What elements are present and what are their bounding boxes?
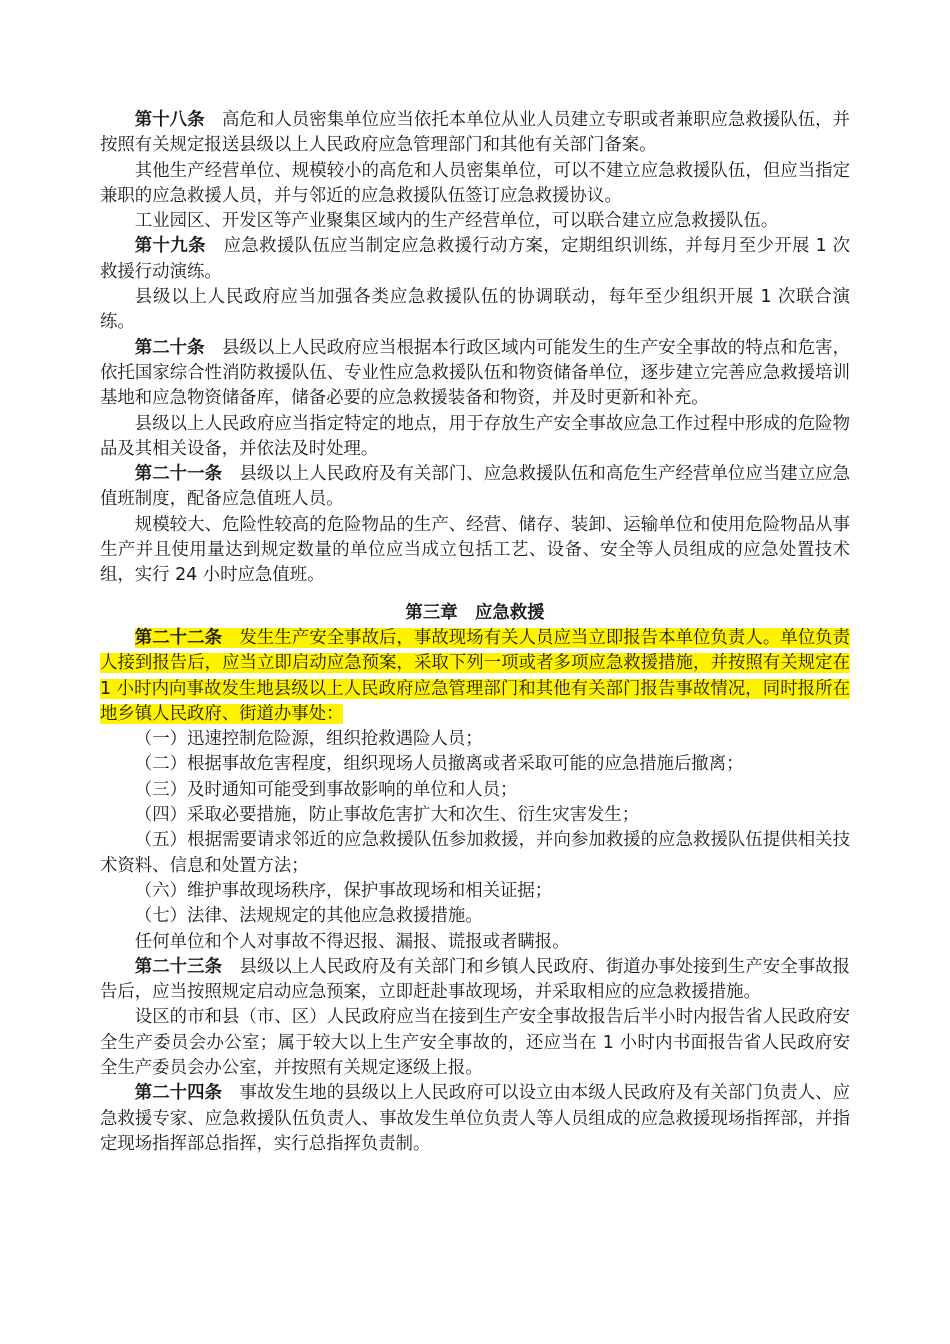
chapter-number: 第三章 bbox=[405, 602, 458, 623]
list-item: （六）维护事故现场秩序，保护事故现场和相关证据； bbox=[134, 880, 553, 901]
article-21-paragraph bbox=[100, 462, 850, 513]
article-24-paragraph bbox=[100, 1081, 850, 1157]
list-item: （七）法律、法规规定的其他应急救援措施。 bbox=[134, 906, 483, 927]
article-heading: 第十八条 bbox=[134, 110, 205, 130]
paragraph: 其他生产经营单位、规模较小的高危和人员密集单位，可以不建立应急救援队伍，但应当指定兼职的应急救援人员，并与邻近的应急救援队伍签订应急救援协议。 bbox=[100, 160, 850, 206]
document-page bbox=[100, 108, 850, 1157]
paragraph: 县级以上人民政府应当指定特定的地点，用于存放生产安全事故应急工作过程中形成的危险物品及其相关设备，并依法及时处理。 bbox=[100, 413, 850, 459]
paragraph: 设区的市和县（市、区）人民政府应当在接到生产安全事故报告后半小时内报告省人民政府安全生产委员会办公室；属于较大以上生产安全事故的，还应当在 1 小时内书面报告省人民政府安全生产委员会办公室，并按照有关规定逐级上报。 bbox=[100, 1007, 850, 1078]
article-heading: 第二十三条 bbox=[134, 956, 223, 977]
paragraph: 任何单位和个人对事故不得迟报、漏报、谎报或者瞒报。 bbox=[134, 931, 570, 952]
article-heading: 第二十四条 bbox=[134, 1083, 223, 1104]
article-text: 县级以上人民政府及有关部门和乡镇人民政府、街道办事处接到生产安全事故报告后，应当按照规定启动应急预案，立即赶赴事故现场，并采取相应的应急救援措施。 bbox=[100, 956, 850, 1003]
article-text: 应急救援队伍应当制定应急救援行动方案，定期组织训练，并每月至少开展 1 次救援行动演练。 bbox=[100, 236, 850, 282]
paragraph: 工业园区、开发区等产业聚集区域内的生产经营单位，可以联合建立应急救援队伍。 bbox=[134, 211, 779, 232]
highlighted-passage bbox=[100, 628, 850, 724]
article-heading: 第十九条 bbox=[134, 236, 206, 257]
chapter-title: 应急救援 bbox=[475, 602, 545, 623]
paragraph: 县级以上人民政府应当加强各类应急救援队伍的协调联动，每年至少组织开展 1 次联合演练。 bbox=[100, 287, 850, 333]
article-text: 县级以上人民政府及有关部门、应急救援队伍和高危生产经营单位应当建立应急值班制度，配备应急值班人员。 bbox=[100, 464, 850, 510]
chapter-heading bbox=[100, 601, 850, 626]
article-19-paragraph bbox=[100, 234, 850, 285]
article-text: 高危和人员密集单位应当依托本单位从业人员建立专职或者兼职应急救援队伍，并按照有关规定报送县级以上人民政府应急管理部门和其他有关部门备案。 bbox=[100, 110, 850, 156]
list-item: （二）根据事故危害程度，组织现场人员撤离或者采取可能的应急措施后撤离； bbox=[134, 754, 744, 775]
article-heading: 第二十条 bbox=[134, 337, 205, 358]
article-text: 县级以上人民政府应当根据本行政区域内可能发生的生产安全事故的特点和危害，依托国家综合性消防救援队伍、专业性应急救援队伍和物资储备单位，逐步建立完善应急救援培训基地和应急物资储备库，储备必要的应急救援装备和物资，并及时更新和补充。 bbox=[100, 337, 850, 409]
article-text: 发生生产安全事故后，事故现场有关人员应当立即报告本单位负责人。单位负责人接到报告后，应当立即启动应急预案，采取下列一项或者多项应急救援措施，并按照有关规定在 1 小时内向事故发生地县级以上人民政府应急管理部门和其他有关部门报告事故情况，同时报所在地乡镇人民政府、街道办事处： bbox=[100, 627, 850, 724]
list-item: （三）及时通知可能受到事故影响的单位和人员； bbox=[134, 779, 518, 800]
paragraph: 规模较大、危险性较高的危险物品的生产、经营、储存、装卸、运输单位和使用危险物品从事生产并且使用量达到规定数量的单位应当成立包括工艺、设备、安全等人员组成的应急处置技术组，实行 24 小时应急值班。 bbox=[100, 514, 850, 586]
article-heading: 第二十一条 bbox=[134, 464, 223, 485]
article-heading: 第二十二条 bbox=[134, 627, 223, 648]
article-18-paragraph bbox=[100, 108, 850, 159]
article-text: 事故发生地的县级以上人民政府可以设立由本级人民政府及有关部门负责人、应急救援专家、应急救援队伍负责人、事故发生单位负责人等人员组成的应急救援现场指挥部，并指定现场指挥部总指挥，实行总指挥负责制。 bbox=[100, 1083, 850, 1154]
list-item: （一）迅速控制危险源，组织抢救遇险人员； bbox=[134, 729, 483, 750]
article-20-paragraph bbox=[100, 336, 850, 412]
article-22-paragraph bbox=[100, 626, 850, 727]
list-item: （五）根据需要请求邻近的应急救援队伍参加救援，并向参加救援的应急救援队伍提供相关技术资料、信息和处置方法； bbox=[100, 830, 850, 876]
article-23-paragraph bbox=[100, 955, 850, 1006]
list-item: （四）采取必要措施，防止事故危害扩大和次生、衍生灾害发生； bbox=[134, 805, 640, 826]
